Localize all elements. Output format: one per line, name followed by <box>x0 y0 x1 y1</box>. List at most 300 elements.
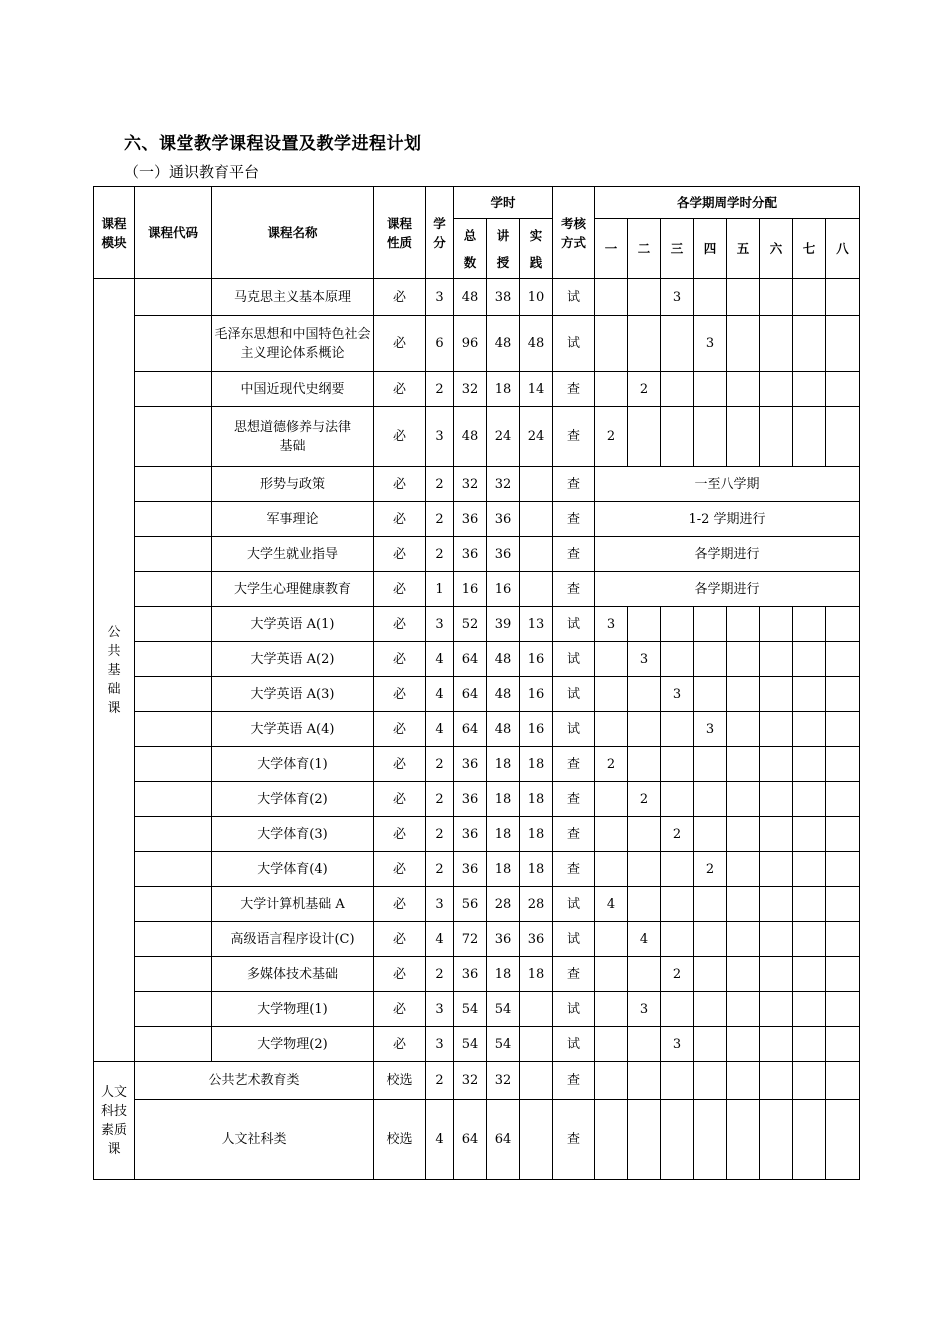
course-name-cell <box>212 467 374 502</box>
semester-hours-cell <box>760 407 793 467</box>
course-name: 大学英语 A(3) <box>250 686 335 702</box>
course-name: 高级语言程序设计(C) <box>230 931 355 947</box>
semester-hours-cell <box>793 817 826 852</box>
semester-hours-cell <box>628 852 661 887</box>
table-row <box>94 279 860 316</box>
course-name-cell <box>212 316 374 372</box>
header-module: 课程 模块 <box>94 187 135 279</box>
credit-cell: 4 <box>426 712 454 747</box>
semester-hours-cell <box>694 992 727 1027</box>
semester-hours-cell <box>661 407 694 467</box>
table-row <box>94 642 860 677</box>
practice-cell <box>520 537 553 572</box>
total-cell: 36 <box>454 502 487 537</box>
code-cell <box>135 747 212 782</box>
semester-hours-cell <box>760 1027 793 1062</box>
header-practice: 实 践 <box>520 219 553 279</box>
course-name-cell <box>212 922 374 957</box>
table-row <box>94 887 860 922</box>
lecture-cell: 64 <box>487 1100 520 1180</box>
course-name: 中国近现代史纲要 <box>240 381 345 397</box>
exam-cell: 试 <box>553 316 595 372</box>
semester-hours-cell: 2 <box>595 747 628 782</box>
semester-hours-cell <box>727 712 760 747</box>
nature-cell: 必 <box>374 887 426 922</box>
nature-cell: 必 <box>374 279 426 316</box>
total-cell: 32 <box>454 467 487 502</box>
exam-cell: 试 <box>553 279 595 316</box>
code-cell <box>135 502 212 537</box>
semester-hours-cell <box>760 992 793 1027</box>
code-cell <box>135 922 212 957</box>
semester-hours-cell <box>694 677 727 712</box>
nature-cell: 必 <box>374 1027 426 1062</box>
semester-hours-cell: 2 <box>628 782 661 817</box>
practice-cell <box>520 992 553 1027</box>
module-cell <box>94 279 135 1062</box>
semester-hours-cell <box>793 316 826 372</box>
lecture-cell: 32 <box>487 467 520 502</box>
exam-cell: 查 <box>553 747 595 782</box>
exam-cell: 试 <box>553 607 595 642</box>
exam-cell: 试 <box>553 677 595 712</box>
lecture-cell: 36 <box>487 922 520 957</box>
header-semester: 二 <box>628 219 661 279</box>
semester-hours-cell <box>595 279 628 316</box>
code-cell <box>135 372 212 407</box>
semester-hours-cell <box>727 747 760 782</box>
semester-hours-cell <box>727 372 760 407</box>
practice-cell <box>520 572 553 607</box>
semester-hours-cell: 4 <box>595 887 628 922</box>
header-semester: 一 <box>595 219 628 279</box>
semester-hours-cell <box>760 316 793 372</box>
semester-hours-cell <box>661 1100 694 1180</box>
semester-hours-cell <box>727 817 760 852</box>
semester-hours-cell: 3 <box>628 642 661 677</box>
semester-hours-cell <box>595 817 628 852</box>
exam-cell: 查 <box>553 407 595 467</box>
header-semester: 五 <box>727 219 760 279</box>
semester-hours-cell <box>826 852 860 887</box>
semester-hours-cell <box>694 1027 727 1062</box>
table-row <box>94 1027 860 1062</box>
code-cell <box>135 992 212 1027</box>
total-cell: 54 <box>454 992 487 1027</box>
semester-hours-cell <box>793 887 826 922</box>
semester-hours-cell <box>628 747 661 782</box>
semester-hours-cell <box>628 279 661 316</box>
total-cell: 56 <box>454 887 487 922</box>
credit-cell: 3 <box>426 607 454 642</box>
course-name-cell <box>212 537 374 572</box>
lecture-cell: 18 <box>487 817 520 852</box>
semester-hours-cell <box>826 407 860 467</box>
credit-cell: 2 <box>426 467 454 502</box>
semester-hours-cell <box>694 957 727 992</box>
header-row <box>94 187 860 219</box>
header-lecture: 讲 授 <box>487 219 520 279</box>
credit-cell: 6 <box>426 316 454 372</box>
semester-hours-cell <box>628 677 661 712</box>
semester-hours-cell <box>727 279 760 316</box>
total-cell: 96 <box>454 316 487 372</box>
course-name-cell <box>212 747 374 782</box>
exam-cell: 试 <box>553 922 595 957</box>
exam-cell: 试 <box>553 712 595 747</box>
semester-hours-cell <box>826 316 860 372</box>
semester-span-cell: 1-2 学期进行 <box>595 502 860 537</box>
practice-cell: 18 <box>520 957 553 992</box>
total-cell: 64 <box>454 712 487 747</box>
practice-cell <box>520 1027 553 1062</box>
semester-hours-cell: 3 <box>694 316 727 372</box>
nature-cell: 必 <box>374 677 426 712</box>
lecture-cell: 38 <box>487 279 520 316</box>
lecture-cell: 48 <box>487 316 520 372</box>
exam-cell: 试 <box>553 1027 595 1062</box>
credit-cell: 2 <box>426 372 454 407</box>
semester-hours-cell <box>826 642 860 677</box>
total-cell: 36 <box>454 782 487 817</box>
code-cell <box>135 467 212 502</box>
total-cell: 72 <box>454 922 487 957</box>
practice-cell: 16 <box>520 712 553 747</box>
credit-cell: 4 <box>426 922 454 957</box>
lecture-cell: 36 <box>487 502 520 537</box>
practice-cell: 14 <box>520 372 553 407</box>
credit-cell: 2 <box>426 957 454 992</box>
semester-hours-cell <box>760 677 793 712</box>
semester-hours-cell <box>628 957 661 992</box>
semester-hours-cell <box>826 372 860 407</box>
nature-cell: 校选 <box>374 1100 426 1180</box>
total-cell: 54 <box>454 1027 487 1062</box>
table-row <box>94 957 860 992</box>
practice-cell: 16 <box>520 642 553 677</box>
semester-hours-cell <box>826 957 860 992</box>
semester-hours-cell <box>628 712 661 747</box>
course-name: 大学体育(3) <box>257 826 328 842</box>
semester-hours-cell <box>628 887 661 922</box>
semester-hours-cell <box>760 1062 793 1100</box>
total-cell: 48 <box>454 279 487 316</box>
semester-hours-cell <box>760 1100 793 1180</box>
semester-hours-cell <box>727 992 760 1027</box>
semester-hours-cell <box>628 607 661 642</box>
table-row <box>94 677 860 712</box>
exam-cell: 查 <box>553 1100 595 1180</box>
credit-cell: 2 <box>426 817 454 852</box>
exam-cell: 查 <box>553 372 595 407</box>
credit-cell: 3 <box>426 407 454 467</box>
lecture-cell: 16 <box>487 572 520 607</box>
table-row <box>94 1100 860 1180</box>
table-row <box>94 572 860 607</box>
semester-hours-cell <box>793 1100 826 1180</box>
lecture-cell: 36 <box>487 537 520 572</box>
course-name-cell <box>212 782 374 817</box>
lecture-cell: 48 <box>487 677 520 712</box>
lecture-cell: 18 <box>487 852 520 887</box>
semester-hours-cell <box>727 316 760 372</box>
header-nature: 课程 性质 <box>374 187 426 279</box>
semester-hours-cell <box>694 887 727 922</box>
header-name: 课程名称 <box>212 187 374 279</box>
header-semester: 四 <box>694 219 727 279</box>
code-cell <box>135 852 212 887</box>
semester-hours-cell: 2 <box>661 817 694 852</box>
semester-hours-cell <box>661 992 694 1027</box>
header-semester: 八 <box>826 219 860 279</box>
course-name: 军事理论 <box>266 511 319 527</box>
semester-hours-cell <box>826 747 860 782</box>
course-name-cell <box>212 852 374 887</box>
course-name: 大学生心理健康教育 <box>233 581 351 597</box>
semester-hours-cell <box>826 817 860 852</box>
course-name-cell <box>212 817 374 852</box>
code-cell <box>135 887 212 922</box>
exam-cell: 查 <box>553 572 595 607</box>
code-cell <box>135 642 212 677</box>
code-cell <box>135 712 212 747</box>
semester-hours-cell <box>595 922 628 957</box>
semester-span-cell: 各学期进行 <box>595 537 860 572</box>
total-cell: 64 <box>454 677 487 712</box>
total-cell: 64 <box>454 1100 487 1180</box>
header-total: 总 数 <box>454 219 487 279</box>
code-cell <box>135 1027 212 1062</box>
nature-cell: 必 <box>374 992 426 1027</box>
semester-hours-cell <box>595 852 628 887</box>
semester-span-cell: 一至八学期 <box>595 467 860 502</box>
code-cell <box>135 572 212 607</box>
semester-hours-cell <box>793 712 826 747</box>
course-name-cell: 人文社科类 <box>135 1100 374 1180</box>
lecture-cell: 32 <box>487 1062 520 1100</box>
code-cell <box>135 677 212 712</box>
credit-cell: 2 <box>426 747 454 782</box>
course-name: 大学体育(4) <box>257 861 328 877</box>
lecture-cell: 28 <box>487 887 520 922</box>
total-cell: 36 <box>454 537 487 572</box>
course-name-cell <box>212 572 374 607</box>
semester-hours-cell <box>727 1100 760 1180</box>
semester-hours-cell <box>760 957 793 992</box>
credit-cell: 2 <box>426 502 454 537</box>
semester-hours-cell: 3 <box>628 992 661 1027</box>
semester-hours-cell <box>760 782 793 817</box>
course-name-cell <box>212 372 374 407</box>
nature-cell: 必 <box>374 407 426 467</box>
semester-hours-cell <box>595 1100 628 1180</box>
course-name: 大学英语 A(1) <box>250 616 335 632</box>
practice-cell: 48 <box>520 316 553 372</box>
subsection-title: （一）通识教育平台 <box>124 163 260 181</box>
lecture-cell: 18 <box>487 747 520 782</box>
table-row <box>94 372 860 407</box>
semester-hours-cell <box>727 1062 760 1100</box>
nature-cell: 必 <box>374 747 426 782</box>
semester-hours-cell <box>826 922 860 957</box>
header-semester-dist: 各学期周学时分配 <box>595 187 860 219</box>
total-cell: 32 <box>454 372 487 407</box>
semester-hours-cell <box>727 1027 760 1062</box>
semester-hours-cell: 2 <box>628 372 661 407</box>
semester-hours-cell: 2 <box>661 957 694 992</box>
table-body <box>94 187 860 1180</box>
semester-hours-cell <box>793 852 826 887</box>
semester-hours-cell <box>727 887 760 922</box>
course-name: 形势与政策 <box>259 476 325 492</box>
semester-hours-cell <box>628 1027 661 1062</box>
semester-hours-cell <box>628 1062 661 1100</box>
semester-hours-cell <box>727 782 760 817</box>
nature-cell: 必 <box>374 316 426 372</box>
table-row <box>94 817 860 852</box>
semester-hours-cell <box>760 887 793 922</box>
semester-hours-cell <box>760 922 793 957</box>
table-row <box>94 852 860 887</box>
semester-hours-cell <box>694 642 727 677</box>
table-row <box>94 1062 860 1100</box>
exam-cell: 试 <box>553 887 595 922</box>
semester-hours-cell <box>793 782 826 817</box>
nature-cell: 必 <box>374 957 426 992</box>
credit-cell: 2 <box>426 1062 454 1100</box>
semester-hours-cell <box>694 407 727 467</box>
lecture-cell: 54 <box>487 1027 520 1062</box>
semester-hours-cell <box>826 712 860 747</box>
semester-hours-cell <box>793 992 826 1027</box>
practice-cell: 18 <box>520 782 553 817</box>
exam-cell: 查 <box>553 782 595 817</box>
semester-hours-cell <box>793 407 826 467</box>
practice-cell <box>520 502 553 537</box>
course-name-cell <box>212 957 374 992</box>
lecture-cell: 39 <box>487 607 520 642</box>
practice-cell: 13 <box>520 607 553 642</box>
code-cell <box>135 407 212 467</box>
credit-cell: 4 <box>426 677 454 712</box>
practice-cell: 24 <box>520 407 553 467</box>
semester-hours-cell: 3 <box>661 1027 694 1062</box>
nature-cell: 必 <box>374 712 426 747</box>
practice-cell: 10 <box>520 279 553 316</box>
course-name-cell <box>212 279 374 316</box>
practice-cell: 18 <box>520 852 553 887</box>
module-label: 人文 科技 素质 课 <box>100 1084 127 1157</box>
course-name-cell <box>212 642 374 677</box>
code-cell <box>135 607 212 642</box>
semester-hours-cell <box>628 316 661 372</box>
nature-cell: 必 <box>374 572 426 607</box>
semester-hours-cell <box>661 747 694 782</box>
code-cell <box>135 279 212 316</box>
course-name-cell <box>212 607 374 642</box>
table-row <box>94 712 860 747</box>
semester-hours-cell <box>595 1027 628 1062</box>
semester-hours-cell <box>628 817 661 852</box>
course-name: 大学生就业指导 <box>246 546 338 562</box>
semester-hours-cell <box>694 782 727 817</box>
header-semester: 七 <box>793 219 826 279</box>
exam-cell: 试 <box>553 642 595 677</box>
semester-hours-cell <box>661 642 694 677</box>
header-hours: 学时 <box>454 187 553 219</box>
code-cell <box>135 537 212 572</box>
total-cell: 36 <box>454 747 487 782</box>
semester-span-cell: 各学期进行 <box>595 572 860 607</box>
nature-cell: 必 <box>374 922 426 957</box>
total-cell: 16 <box>454 572 487 607</box>
semester-hours-cell <box>694 747 727 782</box>
credit-cell: 2 <box>426 852 454 887</box>
practice-cell: 18 <box>520 747 553 782</box>
semester-hours-cell <box>760 279 793 316</box>
lecture-cell: 18 <box>487 372 520 407</box>
course-name-cell <box>212 1027 374 1062</box>
semester-hours-cell <box>793 1062 826 1100</box>
credit-cell: 4 <box>426 1100 454 1180</box>
semester-hours-cell <box>595 712 628 747</box>
practice-cell <box>520 467 553 502</box>
total-cell: 64 <box>454 642 487 677</box>
credit-cell: 3 <box>426 887 454 922</box>
module-label: 公 共 基 础 课 <box>107 624 121 716</box>
lecture-cell: 24 <box>487 407 520 467</box>
semester-hours-cell <box>793 677 826 712</box>
semester-hours-cell <box>661 852 694 887</box>
nature-cell: 必 <box>374 642 426 677</box>
practice-cell: 36 <box>520 922 553 957</box>
practice-cell: 28 <box>520 887 553 922</box>
nature-cell: 必 <box>374 372 426 407</box>
semester-hours-cell: 3 <box>661 677 694 712</box>
semester-hours-cell <box>661 372 694 407</box>
semester-hours-cell <box>595 316 628 372</box>
exam-cell: 查 <box>553 957 595 992</box>
semester-hours-cell <box>826 782 860 817</box>
practice-cell: 18 <box>520 817 553 852</box>
table-row <box>94 537 860 572</box>
total-cell: 36 <box>454 817 487 852</box>
table-row <box>94 992 860 1027</box>
semester-hours-cell: 4 <box>628 922 661 957</box>
semester-hours-cell <box>694 279 727 316</box>
semester-hours-cell <box>661 607 694 642</box>
semester-hours-cell <box>595 642 628 677</box>
course-name-cell <box>212 502 374 537</box>
semester-hours-cell <box>760 372 793 407</box>
practice-cell: 16 <box>520 677 553 712</box>
course-name: 大学物理(2) <box>257 1036 328 1052</box>
nature-cell: 必 <box>374 607 426 642</box>
course-name: 多媒体技术基础 <box>246 966 338 982</box>
course-name: 大学体育(2) <box>257 791 328 807</box>
course-name: 大学英语 A(2) <box>250 651 335 667</box>
exam-cell: 查 <box>553 1062 595 1100</box>
total-cell: 36 <box>454 852 487 887</box>
table-row <box>94 316 860 372</box>
semester-hours-cell <box>760 852 793 887</box>
semester-hours-cell <box>793 747 826 782</box>
course-name: 思想道德修养与法律 基础 <box>233 419 351 454</box>
header-semester: 六 <box>760 219 793 279</box>
credit-cell: 3 <box>426 992 454 1027</box>
semester-hours-cell <box>595 782 628 817</box>
semester-hours-cell: 3 <box>694 712 727 747</box>
